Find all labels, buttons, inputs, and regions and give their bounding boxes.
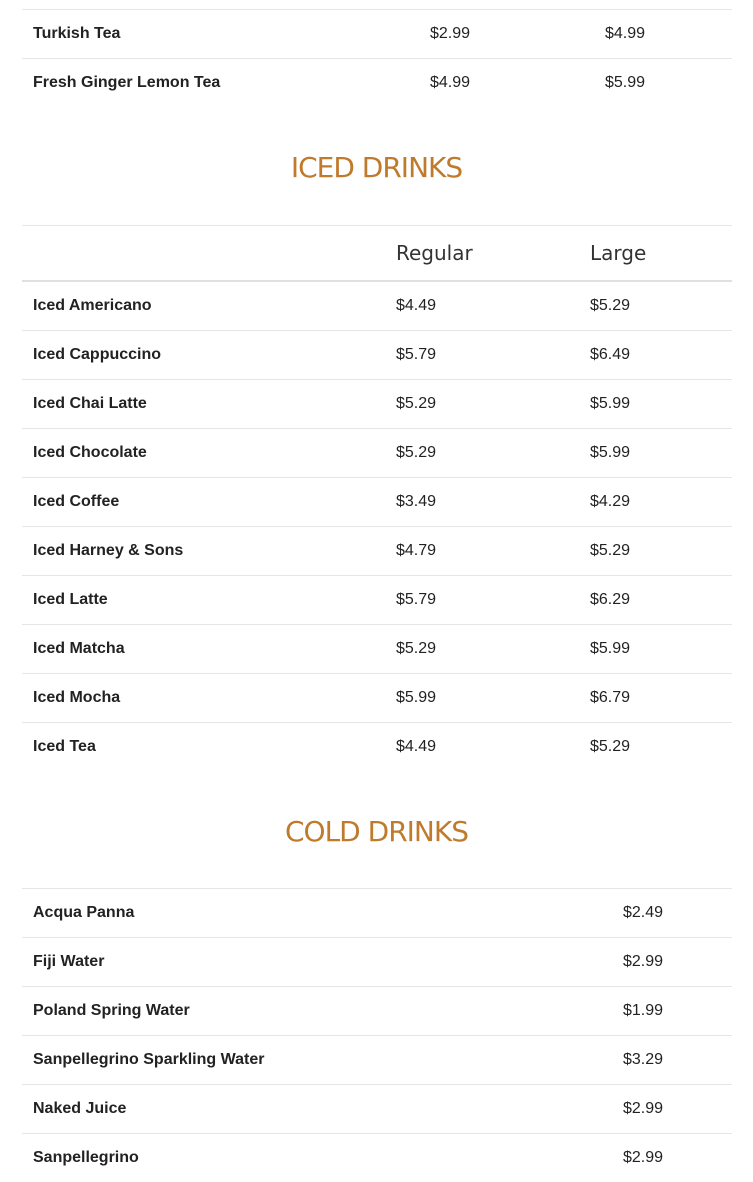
- item-name: Iced Chocolate: [33, 444, 147, 461]
- price: $1.99: [623, 1002, 664, 1019]
- table-row: [22, 331, 732, 380]
- hot-drinks-table: [22, 9, 732, 107]
- table-row: [22, 625, 732, 674]
- regular-price: $2.99: [430, 25, 471, 42]
- regular-price: $5.29: [396, 395, 437, 412]
- large-price: $5.29: [590, 738, 631, 755]
- table-row: [22, 282, 732, 331]
- large-price: $5.29: [590, 542, 631, 559]
- large-price: $5.99: [590, 444, 631, 461]
- price: $2.49: [623, 904, 664, 921]
- table-row: [22, 723, 732, 771]
- regular-price: $5.79: [396, 591, 437, 608]
- regular-price: $3.49: [396, 493, 437, 510]
- table-row: [22, 576, 732, 625]
- item-name: Iced Chai Latte: [33, 395, 147, 412]
- table-row: [22, 380, 732, 429]
- regular-price: $4.99: [430, 74, 471, 91]
- regular-price: $4.79: [396, 542, 437, 559]
- iced-drinks-heading: ICED DRINKS: [290, 151, 463, 184]
- item-name: Iced Mocha: [33, 689, 121, 706]
- large-price: $6.49: [590, 346, 631, 363]
- price: $2.99: [623, 1100, 664, 1117]
- regular-price: $5.99: [396, 689, 437, 706]
- table-row: [22, 1085, 732, 1134]
- table-row: [22, 429, 732, 478]
- price: $2.99: [623, 1149, 664, 1166]
- table-row: [22, 987, 732, 1036]
- column-header-regular: Regular: [396, 241, 473, 265]
- column-header-large: Large: [590, 241, 647, 265]
- item-name: Fiji Water: [33, 953, 105, 970]
- table-row: [22, 889, 732, 938]
- table-row: [22, 10, 732, 59]
- large-price: $5.99: [590, 395, 631, 412]
- table-row: [22, 527, 732, 576]
- large-price: $5.29: [590, 297, 631, 314]
- large-price: $4.29: [590, 493, 631, 510]
- item-name: Iced Matcha: [33, 640, 125, 657]
- item-name: Iced Tea: [33, 738, 96, 755]
- table-row: [22, 938, 732, 987]
- regular-price: $5.79: [396, 346, 437, 363]
- item-name: Poland Spring Water: [33, 1002, 190, 1019]
- item-name: Iced Coffee: [33, 493, 120, 510]
- iced-drinks-table: [22, 225, 732, 771]
- item-name: Iced Latte: [33, 591, 108, 608]
- item-name: Acqua Panna: [33, 904, 135, 921]
- large-price: $5.99: [605, 74, 646, 91]
- table-row: [22, 1134, 732, 1182]
- item-name: Naked Juice: [33, 1100, 127, 1117]
- item-name: Iced Harney & Sons: [33, 542, 184, 559]
- table-row: [22, 1036, 732, 1085]
- item-name: Iced Americano: [33, 297, 152, 314]
- regular-price: $4.49: [396, 738, 437, 755]
- regular-price: $4.49: [396, 297, 437, 314]
- item-name: Iced Cappuccino: [33, 346, 162, 363]
- large-price: $5.99: [590, 640, 631, 657]
- item-name: Sanpellegrino Sparkling Water: [33, 1051, 265, 1068]
- item-name: Fresh Ginger Lemon Tea: [33, 74, 221, 91]
- regular-price: $5.29: [396, 444, 437, 461]
- large-price: $6.29: [590, 591, 631, 608]
- price: $2.99: [623, 953, 664, 970]
- price: $3.29: [623, 1051, 664, 1068]
- table-row: [22, 59, 732, 107]
- large-price: $6.79: [590, 689, 631, 706]
- table-row: [22, 478, 732, 527]
- large-price: $4.99: [605, 25, 646, 42]
- regular-price: $5.29: [396, 640, 437, 657]
- item-name: Turkish Tea: [33, 25, 121, 42]
- cold-drinks-heading: COLD DRINKS: [284, 815, 468, 848]
- cold-drinks-table: [22, 888, 732, 1182]
- table-header: [22, 226, 732, 282]
- item-name: Sanpellegrino: [33, 1149, 139, 1166]
- table-row: [22, 674, 732, 723]
